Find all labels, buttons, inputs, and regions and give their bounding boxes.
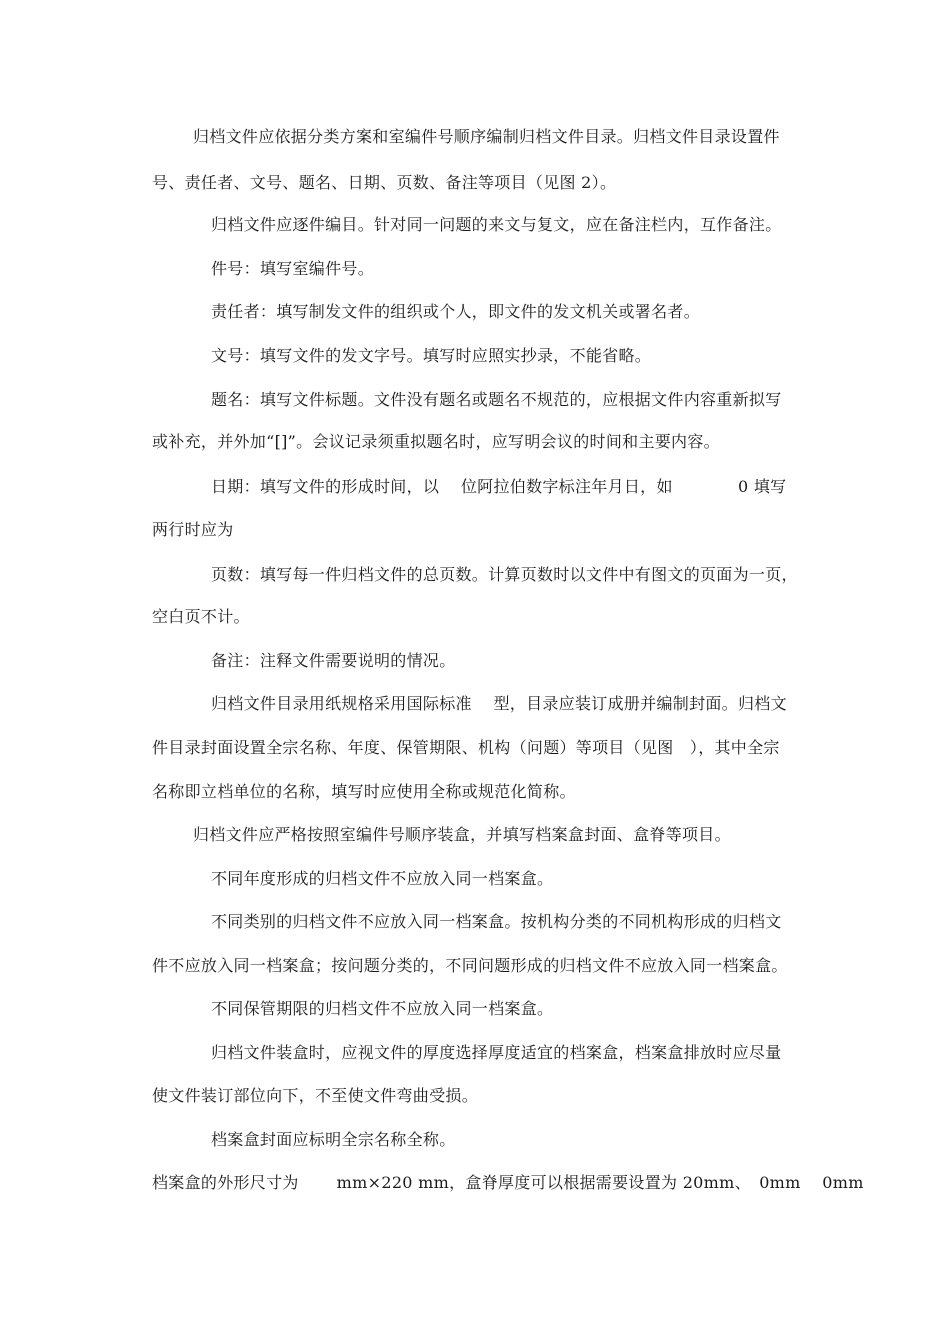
paragraph-line: 两行时应为 — [152, 520, 234, 539]
paragraph-line: 文号：填写文件的发文字号。填写时应照实抄录，不能省略。 — [211, 346, 652, 365]
paragraph-line: 备注：注释文件需要说明的情况。 — [211, 651, 456, 670]
paragraph-line: 归档文件应依据分类方案和室编件号顺序编制归档文件目录。归档文件目录设置件 — [193, 127, 780, 146]
paragraph-line: 责任者：填写制发文件的组织或个人，即文件的发文机关或署名者。 — [211, 302, 701, 321]
paragraph-line: 件号：填写室编件号。 — [211, 259, 375, 278]
paragraph-line: 使文件装订部位向下，不至使文件弯曲受损。 — [152, 1086, 479, 1105]
paragraph-line: 页数：填写每一件归档文件的总页数。计算页数时以文件中有图文的页面为一页， — [211, 565, 798, 584]
paragraph-line: 归档文件装盒时，应视文件的厚度选择厚度适宜的档案盒，档案盒排放时应尽量 — [211, 1043, 782, 1062]
paragraph-line: 归档文件目录用纸规格采用国际标准 型，目录应装订成册并编制封面。归档文 — [211, 694, 787, 713]
paragraph-line: 不同类别的归档文件不应放入同一档案盒。按机构分类的不同机构形成的归档文 — [211, 912, 782, 931]
paragraph-line: 名称即立档单位的名称，填写时应使用全称或规范化简称。 — [152, 782, 576, 801]
paragraph-line: 归档文件应逐件编目。针对同一问题的来文与复文，应在备注栏内，互作备注。 — [211, 215, 782, 234]
paragraph-line: 档案盒封面应标明全宗名称全称。 — [211, 1130, 456, 1149]
paragraph-line: 件目录封面设置全宗名称、年度、保管期限、机构（问题）等项目（见图 ），其中全宗 — [152, 738, 780, 757]
paragraph-line: 归档文件应严格按照室编件号顺序装盒，并填写档案盒封面、盒脊等项目。 — [193, 825, 731, 844]
paragraph-line: 不同年度形成的归档文件不应放入同一档案盒。 — [211, 869, 554, 888]
paragraph-line: 空白页不计。 — [152, 607, 250, 626]
paragraph-line: 档案盒的外形尺寸为 mm×220 mm，盒脊厚度可以根据需要设置为 20mm、 0mm 0mm — [152, 1173, 864, 1192]
paragraph-line: 件不应放入同一档案盒；按问题分类的，不同问题形成的归档文件不应放入同一档案盒。 — [152, 956, 788, 975]
paragraph-line: 或补充，并外加“[]”。会议记录须重拟题名时，应写明会议的时间和主要内容。 — [152, 432, 720, 451]
paragraph-line: 日期：填写文件的形成时间，以 位阿拉伯数字标注年月日，如 0 填写 — [211, 477, 787, 496]
paragraph-line: 号、责任者、文号、题名、日期、页数、备注等项目（见图 2）。 — [152, 173, 617, 192]
paragraph-line: 不同保管期限的归档文件不应放入同一档案盒。 — [211, 999, 554, 1018]
paragraph-line: 题名：填写文件标题。文件没有题名或题名不规范的，应根据文件内容重新拟写 — [211, 390, 782, 409]
